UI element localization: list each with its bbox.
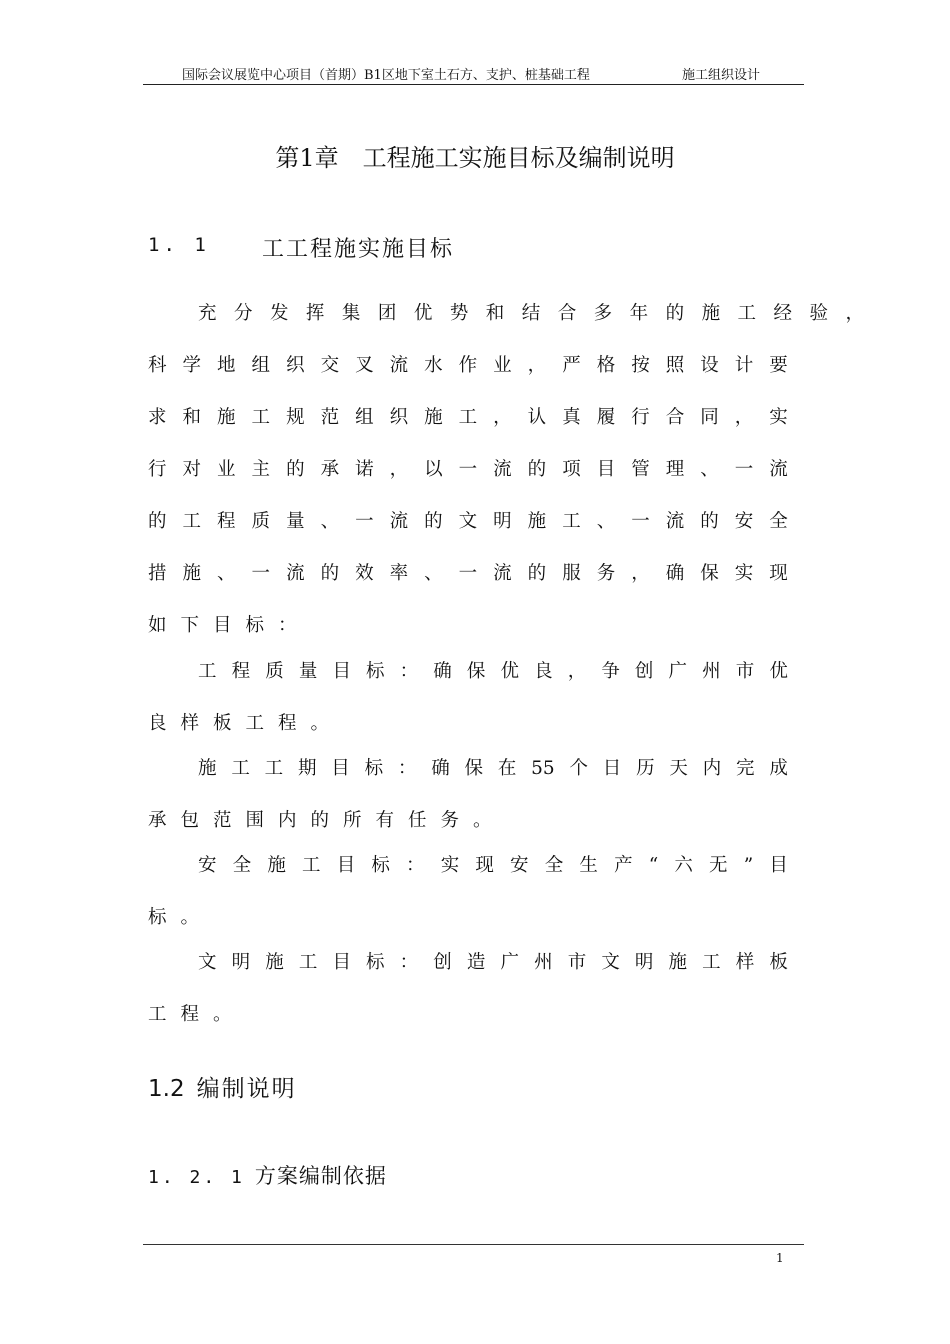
- section-1-1-number: 1. 1: [148, 234, 210, 256]
- header-project-title: 国际会议展览中心项目（首期）B1区地下室土石方、支护、桩基础工程: [182, 68, 590, 83]
- section-1-2-1-title: 方案编制依据: [254, 1164, 387, 1188]
- header-document-type: 施工组织设计: [682, 68, 761, 83]
- goal-quality: 工 程 质 量 目 标 ： 确 保 优 良 ， 争 创 广 州 市 优: [198, 661, 788, 682]
- section-1-2-title: 编制说明: [196, 1076, 297, 1102]
- section-1-2-1-number: 1. 2. 1: [148, 1167, 245, 1188]
- section-1-2-1-heading: [148, 1160, 387, 1190]
- goal-civilized-cont: 工程。: [148, 1004, 246, 1025]
- paragraph-line: 如下目标：: [148, 615, 311, 636]
- footer-divider: [143, 1244, 804, 1245]
- section-1-1-title: 工工程施实施目标: [262, 237, 455, 262]
- paragraph-line: 充 分 发 挥 集 团 优 势 和 结 合 多 年 的 施 工 经 验 ，: [198, 303, 864, 324]
- goal-schedule-cont: 承包范围内的所有任务。: [148, 810, 506, 831]
- goal-quality-cont: 良样板工程。: [148, 713, 344, 734]
- section-1-2-heading: [148, 1070, 297, 1103]
- paragraph-line: 求 和 施 工 规 范 组 织 施 工 ， 认 真 履 行 合 同 ， 实: [148, 407, 788, 428]
- goal-safety: 安 全 施 工 目 标 ： 实 现 安 全 生 产 “ 六 无 ” 目: [198, 855, 788, 876]
- header-divider: [143, 84, 804, 85]
- page-number: 1: [776, 1251, 784, 1265]
- section-1-2-number: 1.2: [148, 1076, 185, 1102]
- paragraph-line: 措 施 、 一 流 的 效 率 、 一 流 的 服 务 ， 确 保 实 现: [148, 563, 788, 584]
- goal-civilized: 文 明 施 工 目 标 ： 创 造 广 州 市 文 明 施 工 样 板: [198, 952, 788, 973]
- goal-safety-cont: 标。: [148, 907, 214, 928]
- paragraph-line: 的 工 程 质 量 、 一 流 的 文 明 施 工 、 一 流 的 安 全: [148, 511, 788, 532]
- paragraph-line: 行 对 业 主 的 承 诺 ， 以 一 流 的 项 目 管 理 、 一 流: [148, 459, 788, 480]
- paragraph-line: 科 学 地 组 织 交 叉 流 水 作 业 ， 严 格 按 照 设 计 要: [148, 355, 788, 376]
- chapter-title: 第1章 工程施工实施目标及编制说明: [275, 144, 675, 172]
- section-1-1-heading: [148, 232, 455, 262]
- goal-schedule: 施 工 工 期 目 标 ： 确 保 在 55 个 日 历 天 内 完 成: [198, 758, 788, 779]
